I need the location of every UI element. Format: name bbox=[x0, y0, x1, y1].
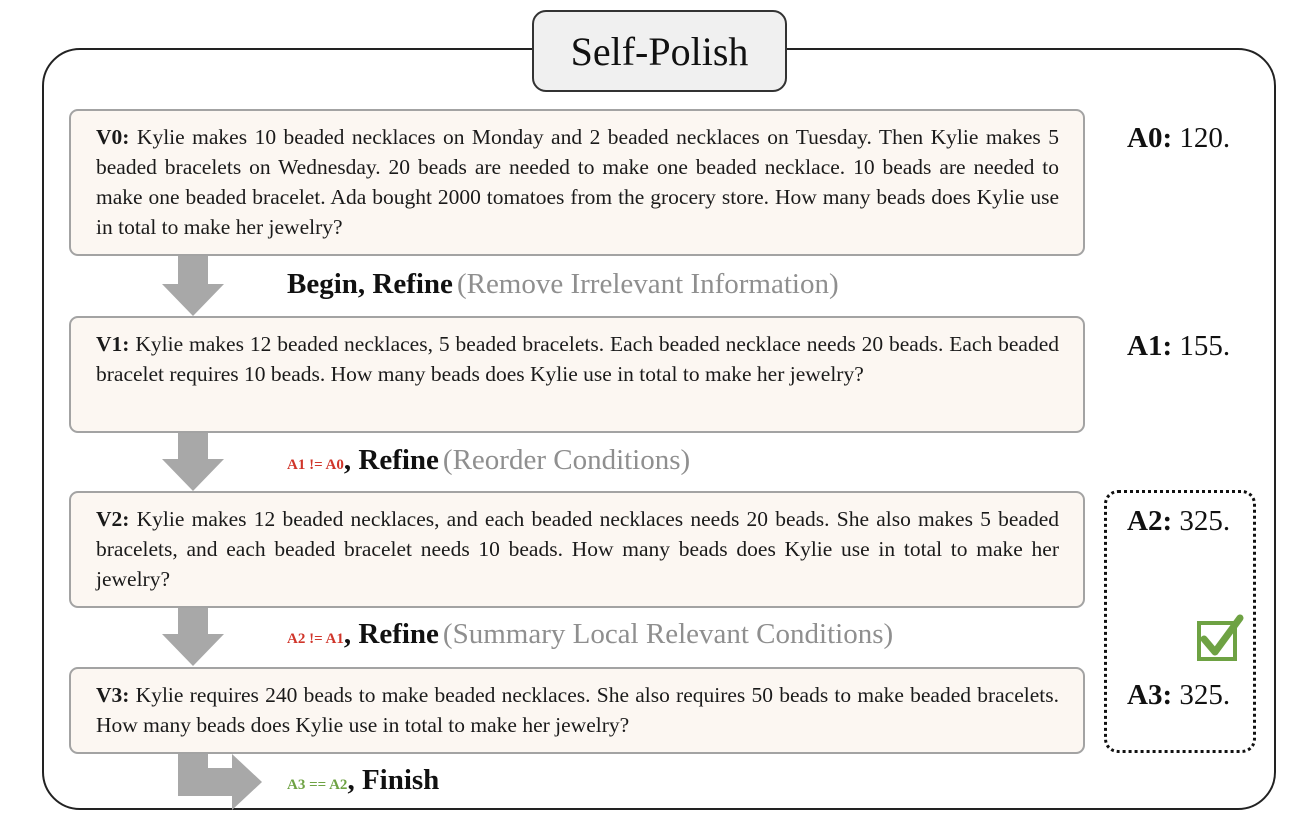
step-condition: A2 != A1 bbox=[287, 631, 344, 647]
answer-label: A1: bbox=[1127, 330, 1173, 362]
bent-right-arrow-icon bbox=[178, 754, 262, 810]
version-text: Kylie makes 10 beaded necklaces on Monday and 2 beaded necklaces on Tuesday. Then Kylie makes 5 beaded bracelets on Wednesday. 20 beads are needed to make one beaded necklace. 10 beads are needed to make one beaded bracelet. Ada bought 2000 tomatoes from the grocery store. How many beads does Kylie use in total to make her jewelry? bbox=[96, 125, 1059, 239]
step-action: Begin, Refine bbox=[287, 268, 453, 300]
answer-a0 bbox=[1127, 122, 1230, 155]
down-arrow-icon bbox=[162, 433, 224, 491]
answer-label: A0: bbox=[1127, 122, 1173, 154]
version-text: Kylie makes 12 beaded necklaces, 5 beaded bracelets. Each beaded necklace needs 20 beads. Each beaded bracelet requires 10 beads. How many beads does Kylie use in total to make her jewelry? bbox=[96, 332, 1059, 386]
step-action: , Refine bbox=[343, 444, 439, 476]
step-action: , Finish bbox=[347, 764, 440, 796]
answer-label: A2: bbox=[1127, 505, 1173, 537]
answer-value: 120. bbox=[1179, 122, 1231, 154]
version-label: V0: bbox=[96, 125, 130, 149]
version-box-v2 bbox=[69, 491, 1085, 608]
answer-value: 325. bbox=[1179, 679, 1231, 711]
step-note: (Reorder Conditions) bbox=[442, 444, 691, 476]
answer-value: 325. bbox=[1179, 505, 1231, 537]
down-arrow-icon bbox=[162, 608, 224, 666]
version-text: Kylie requires 240 beads to make beaded necklaces. She also requires 50 beads to make beaded bracelets. How many beads does Kylie use in total to make her jewelry? bbox=[96, 683, 1059, 737]
step-begin bbox=[287, 268, 839, 301]
version-box-v1 bbox=[69, 316, 1085, 433]
version-label: V2: bbox=[96, 507, 130, 531]
version-text: Kylie makes 12 beaded necklaces, and each beaded necklaces needs 20 beads. She also makes 5 beaded bracelets, and each beaded bracelet needs 10 beads. How many beads does Kylie use in total to make her jewelry? bbox=[96, 507, 1060, 591]
step-refine-2 bbox=[287, 618, 893, 651]
version-box-v0 bbox=[69, 109, 1085, 256]
answer-value: 155. bbox=[1179, 330, 1231, 362]
answer-label: A3: bbox=[1127, 679, 1173, 711]
step-note: (Summary Local Relevant Conditions) bbox=[442, 618, 894, 650]
step-condition: A3 == A2 bbox=[287, 777, 348, 793]
step-action: , Refine bbox=[343, 618, 439, 650]
answer-a1 bbox=[1127, 330, 1230, 363]
version-label: V1: bbox=[96, 332, 130, 356]
version-label: V3: bbox=[96, 683, 130, 707]
checkmark-box-icon bbox=[1196, 614, 1244, 662]
step-finish bbox=[287, 764, 439, 797]
version-box-v3 bbox=[69, 667, 1085, 754]
step-note: (Remove Irrelevant Information) bbox=[456, 268, 839, 300]
step-refine-1 bbox=[287, 444, 690, 477]
step-condition: A1 != A0 bbox=[287, 457, 344, 473]
diagram-title: Self-Polish bbox=[532, 10, 787, 92]
down-arrow-icon bbox=[162, 256, 224, 316]
